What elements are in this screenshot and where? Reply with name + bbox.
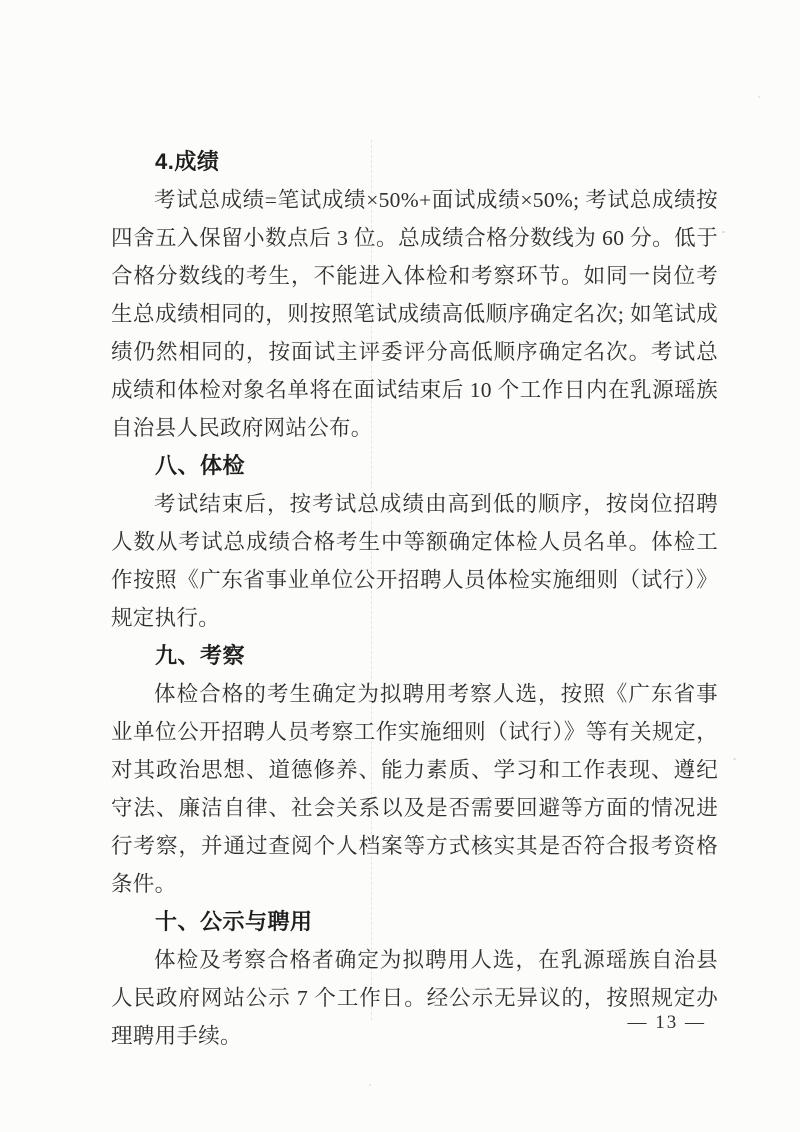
section-heading-publicity-employment: 十、公示与聘用: [155, 909, 313, 934]
scan-speckle: [369, 1084, 371, 1086]
section-paragraph-publicity-employment: 体检及考察合格者确定为拟聘用人选，在乳源瑶族自治县人民政府网站公示 7 个工作日。经公示无异议的，按照规定办理聘用手续。: [111, 948, 718, 1048]
scan-speckle: [722, 231, 725, 233]
scan-speckle: [758, 96, 760, 98]
document-body: [111, 143, 718, 1055]
scan-speckle: [733, 758, 736, 760]
section-paragraph-score: 考试总成绩=笔试成绩×50%+面试成绩×50%; 考试总成绩按四舍五入保留小数点后 3 位。总成绩合格分数线为 60 分。低于合格分数线的考生，不能进入体检和考察环节。如同一岗位考生总成绩相同的，则按照笔试成绩高低顺序确定名次; 如笔试成绩仍然相同的，按面试主评委评分高低顺序确定名次。考试总成绩和体检对象名单将在面试结束后 10 个工作日内在乳源瑶族自治县人民政府网站公布。: [111, 188, 718, 440]
section-paragraph-inspection: 体检合格的考生确定为拟聘用考察人选，按照《广东省事业单位公开招聘人员考察工作实施细则（试行）》等有关规定，对其政治思想、道德修养、能力素质、学习和工作表现、遵纪守法、廉洁自律、社会关系以及是否需要回避等方面的情况进行考察，并通过查阅个人档案等方式核实其是否符合报考资格条件。: [111, 682, 718, 896]
section-heading-physical-exam: 八、体检: [155, 453, 246, 478]
section-heading-score: 4.成绩: [155, 149, 220, 174]
section-heading-inspection: 九、考察: [155, 643, 246, 668]
section-paragraph-physical-exam: 考试结束后，按考试总成绩由高到低的顺序，按岗位招聘人数从考试总成绩合格考生中等额确定体检人员名单。体检工作按照《广东省事业单位公开招聘人员体检实施细则（试行）》规定执行。: [111, 492, 718, 630]
page-number: — 13 —: [627, 1012, 706, 1033]
